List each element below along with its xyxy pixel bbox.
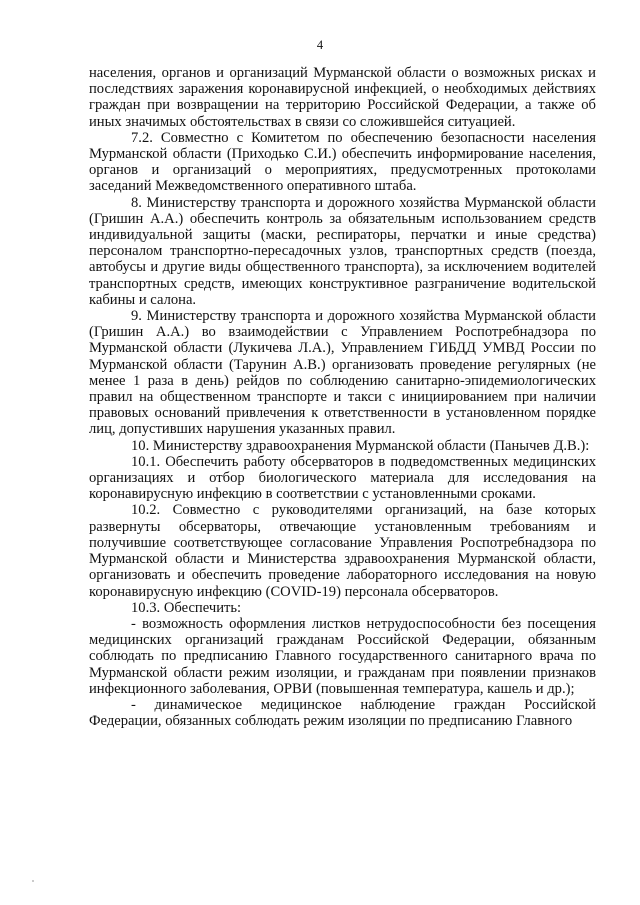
paragraph-continuation: населения, органов и организаций Мурманской области о возможных рисках и последствиях заражения коронавирусной инфекцией, о необходимых действиях граждан при возвращении на территорию Российской Федерации, а также об иных значимых обстоятельствах в связи со сложившейся ситуацией.	[89, 65, 596, 130]
scan-artifact-dot	[32, 880, 34, 882]
paragraph-item-9: 9. Министерству транспорта и дорожного хозяйства Мурманской области (Гришин А.А.) во взаимодействии с Управлением Роспотребнадзора по Мурманской области (Лукичева Л.А.), Управлением ГИБДД УМВД России по Мурманской области (Тарунин А.В.) организовать проведение регулярных (не менее 1 раза в день) рейдов по соблюдению санитарно-эпидемиологических правил на общественном транспорте и такси с инициированием при наличии правовых оснований привлечения к ответственности в установленном порядке лиц, допустивших нарушения указанных правил.	[89, 308, 596, 438]
paragraph-item-7-2: 7.2. Совместно с Комитетом по обеспечению безопасности населения Мурманской области (Приходько С.И.) обеспечить информирование населения, органов и организаций о мероприятиях, предусмотренных протоколами заседаний Межведомственного оперативного штаба.	[89, 129, 596, 195]
document-body	[89, 65, 596, 729]
paragraph-item-10-2: 10.2. Совместно с руководителями организаций, на базе которых развернуты обсерваторы, отвечающие установленным требованиям и получившие соответствующее согласование Управления Роспотребнадзора по Мурманской области и Министерства здравоохранения Мурманской области, организовать и обеспечить проведение лабораторного исследования на новую коронавирусную инфекцию (COVID-19) персонала обсерваторов.	[89, 502, 596, 600]
paragraph-bullet-1: - возможность оформления листков нетрудоспособности без посещения медицинских организаций гражданам Российской Федерации, обязанным соблюдать по предписанию Главного государственного санитарного врача по Мурманской области режим изоляции, и гражданам при появлении признаков инфекционного заболевания, ОРВИ (повышенная температура, кашель и др.);	[89, 615, 596, 697]
paragraph-item-10: 10. Министерству здравоохранения Мурманской области (Панычев Д.В.):	[131, 437, 590, 454]
page-number: 4	[316, 38, 324, 52]
paragraph-bullet-2: - динамическое медицинское наблюдение граждан Российской Федерации, обязанных соблюдать режим изоляции по предписанию Главного	[89, 696, 596, 730]
paragraph-item-10-3: 10.3. Обеспечить:	[131, 599, 242, 616]
paragraph-item-10-1: 10.1. Обеспечить работу обсерваторов в подведомственных медицинских организациях и отбор биологического материала для исследования на коронавирусную инфекцию в соответствии с установленными сроками.	[89, 453, 596, 503]
paragraph-item-8: 8. Министерству транспорта и дорожного хозяйства Мурманской области (Гришин А.А.) обеспечить контроль за обязательным использованием средств индивидуальной защиты (маски, респираторы, перчатки и иные средства) персоналом транспортно-пересадочных узлов, транспортных средств (поезда, автобусы и другие виды общественного транспорта), за исключением водителей транспортных средств, имеющих конструктивное разграничение водительской кабины и салона.	[89, 194, 596, 308]
